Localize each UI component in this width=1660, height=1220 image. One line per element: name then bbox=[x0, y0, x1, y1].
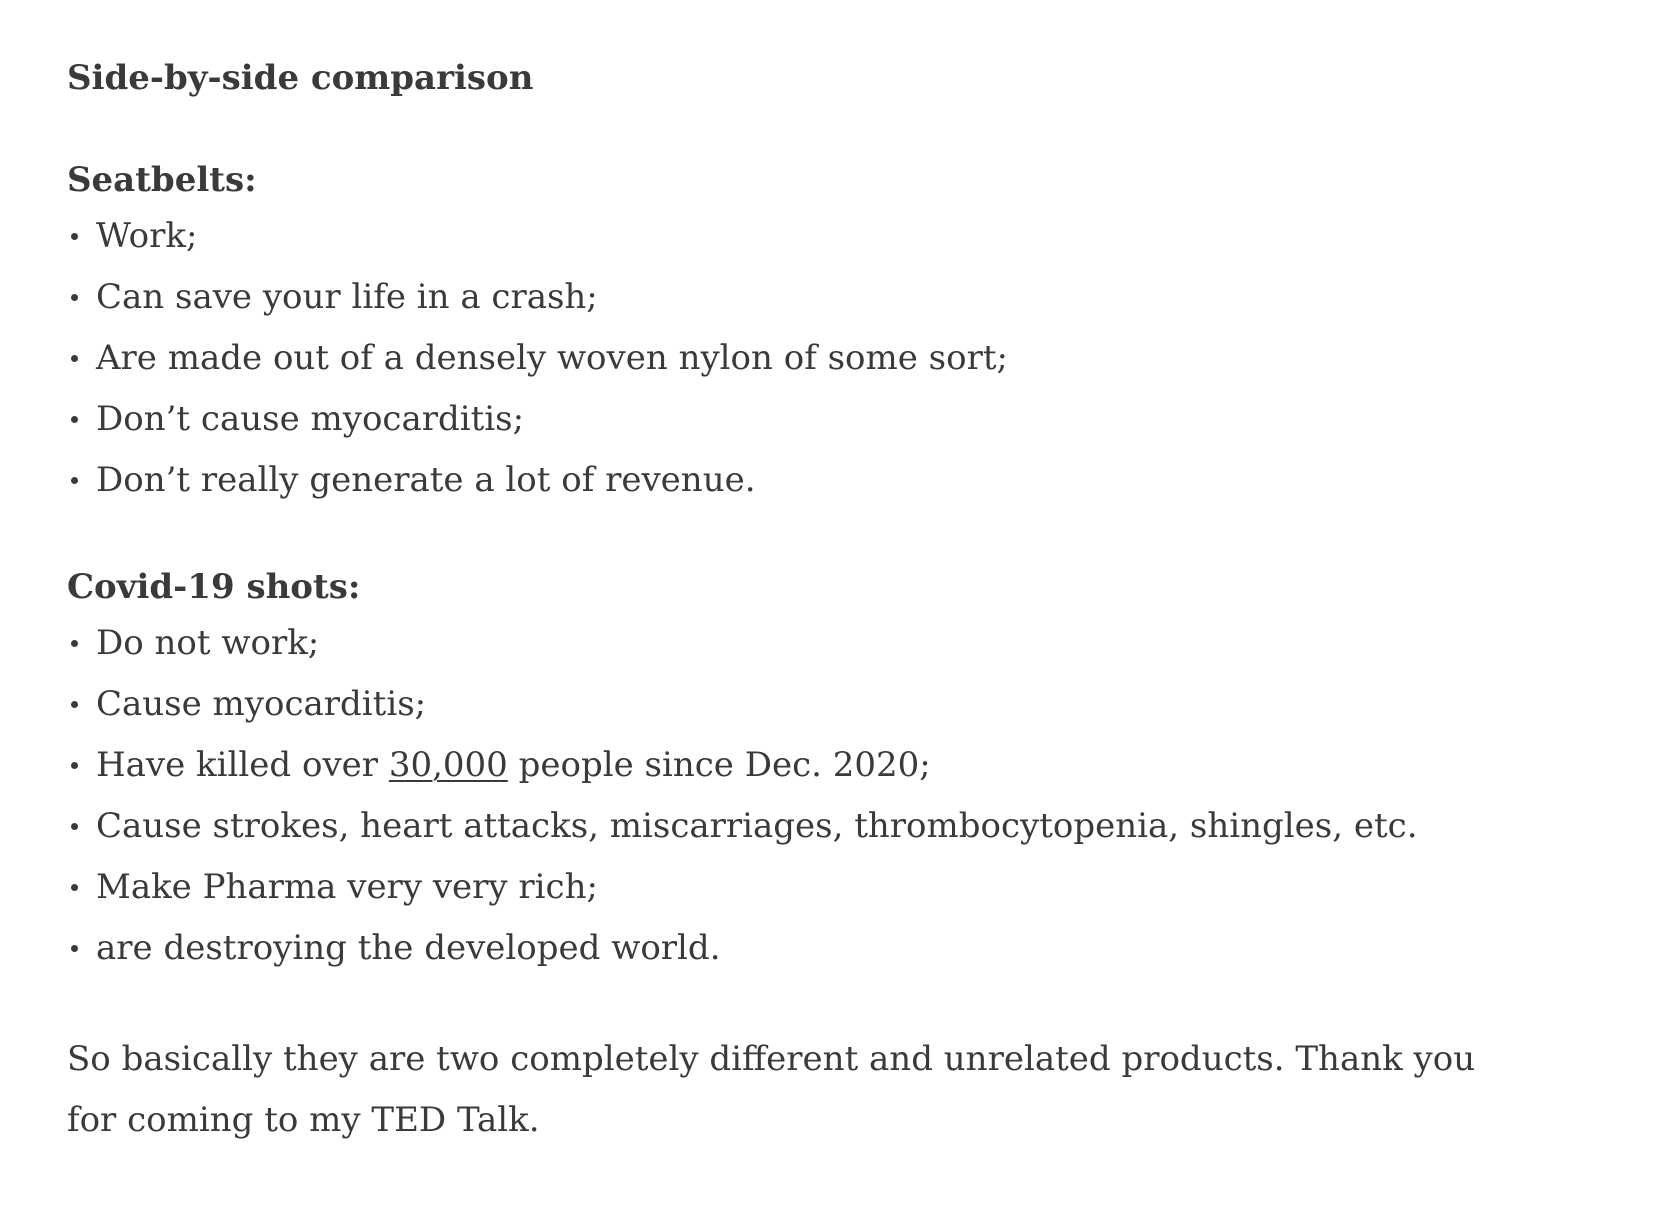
bullet-icon bbox=[71, 640, 78, 647]
bullet-icon bbox=[71, 355, 78, 362]
list-item bbox=[67, 267, 1607, 328]
bullet-icon bbox=[71, 701, 78, 708]
list-item-text: Are made out of a densely woven nylon of some sort; bbox=[96, 338, 1008, 378]
covid-list bbox=[67, 613, 1607, 979]
list-item-text: Don’t really generate a lot of revenue. bbox=[96, 460, 756, 500]
list-item bbox=[67, 206, 1607, 267]
bullet-icon bbox=[71, 823, 78, 830]
list-item bbox=[67, 328, 1607, 389]
bullet-icon bbox=[71, 416, 78, 423]
bullet-icon bbox=[71, 233, 78, 240]
list-item-text: Do not work; bbox=[96, 623, 320, 663]
page-heading: Side-by-side comparison bbox=[67, 58, 534, 98]
spacer bbox=[67, 104, 1607, 154]
list-item bbox=[67, 918, 1607, 979]
closing-paragraph: So basically they are two completely different and unrelated products. Thank you for coming to my TED Talk. bbox=[67, 1039, 1476, 1140]
list-item bbox=[67, 674, 1607, 735]
list-item bbox=[67, 857, 1607, 918]
list-item bbox=[67, 450, 1607, 511]
list-item bbox=[67, 735, 1607, 796]
list-item-text: Cause strokes, heart attacks, miscarriages, thrombocytopenia, shingles, etc. bbox=[96, 806, 1418, 846]
list-item-text: people since Dec. 2020; bbox=[507, 745, 931, 785]
bullet-icon bbox=[71, 945, 78, 952]
list-item bbox=[67, 389, 1607, 450]
bullet-icon bbox=[71, 884, 78, 891]
spacer bbox=[67, 511, 1607, 561]
list-item-text: Can save your life in a crash; bbox=[96, 277, 598, 317]
spacer bbox=[67, 979, 1607, 1029]
deaths-source-link[interactable]: 30,000 bbox=[388, 745, 508, 785]
seatbelts-list bbox=[67, 206, 1607, 511]
seatbelts-title: Seatbelts: bbox=[67, 160, 257, 200]
covid-title: Covid-19 shots: bbox=[67, 567, 361, 607]
list-item-text: Work; bbox=[96, 216, 198, 256]
bullet-icon bbox=[71, 762, 78, 769]
list-item-text: are destroying the developed world. bbox=[96, 928, 721, 968]
article-body bbox=[67, 52, 1607, 1151]
list-item-text: Have killed over bbox=[96, 745, 389, 785]
list-item bbox=[67, 613, 1607, 674]
list-item-text: Cause myocarditis; bbox=[96, 684, 427, 724]
bullet-icon bbox=[71, 294, 78, 301]
list-item-text: Make Pharma very very rich; bbox=[96, 867, 598, 907]
list-item-text: Don’t cause myocarditis; bbox=[96, 399, 525, 439]
bullet-icon bbox=[71, 477, 78, 484]
list-item bbox=[67, 796, 1607, 857]
